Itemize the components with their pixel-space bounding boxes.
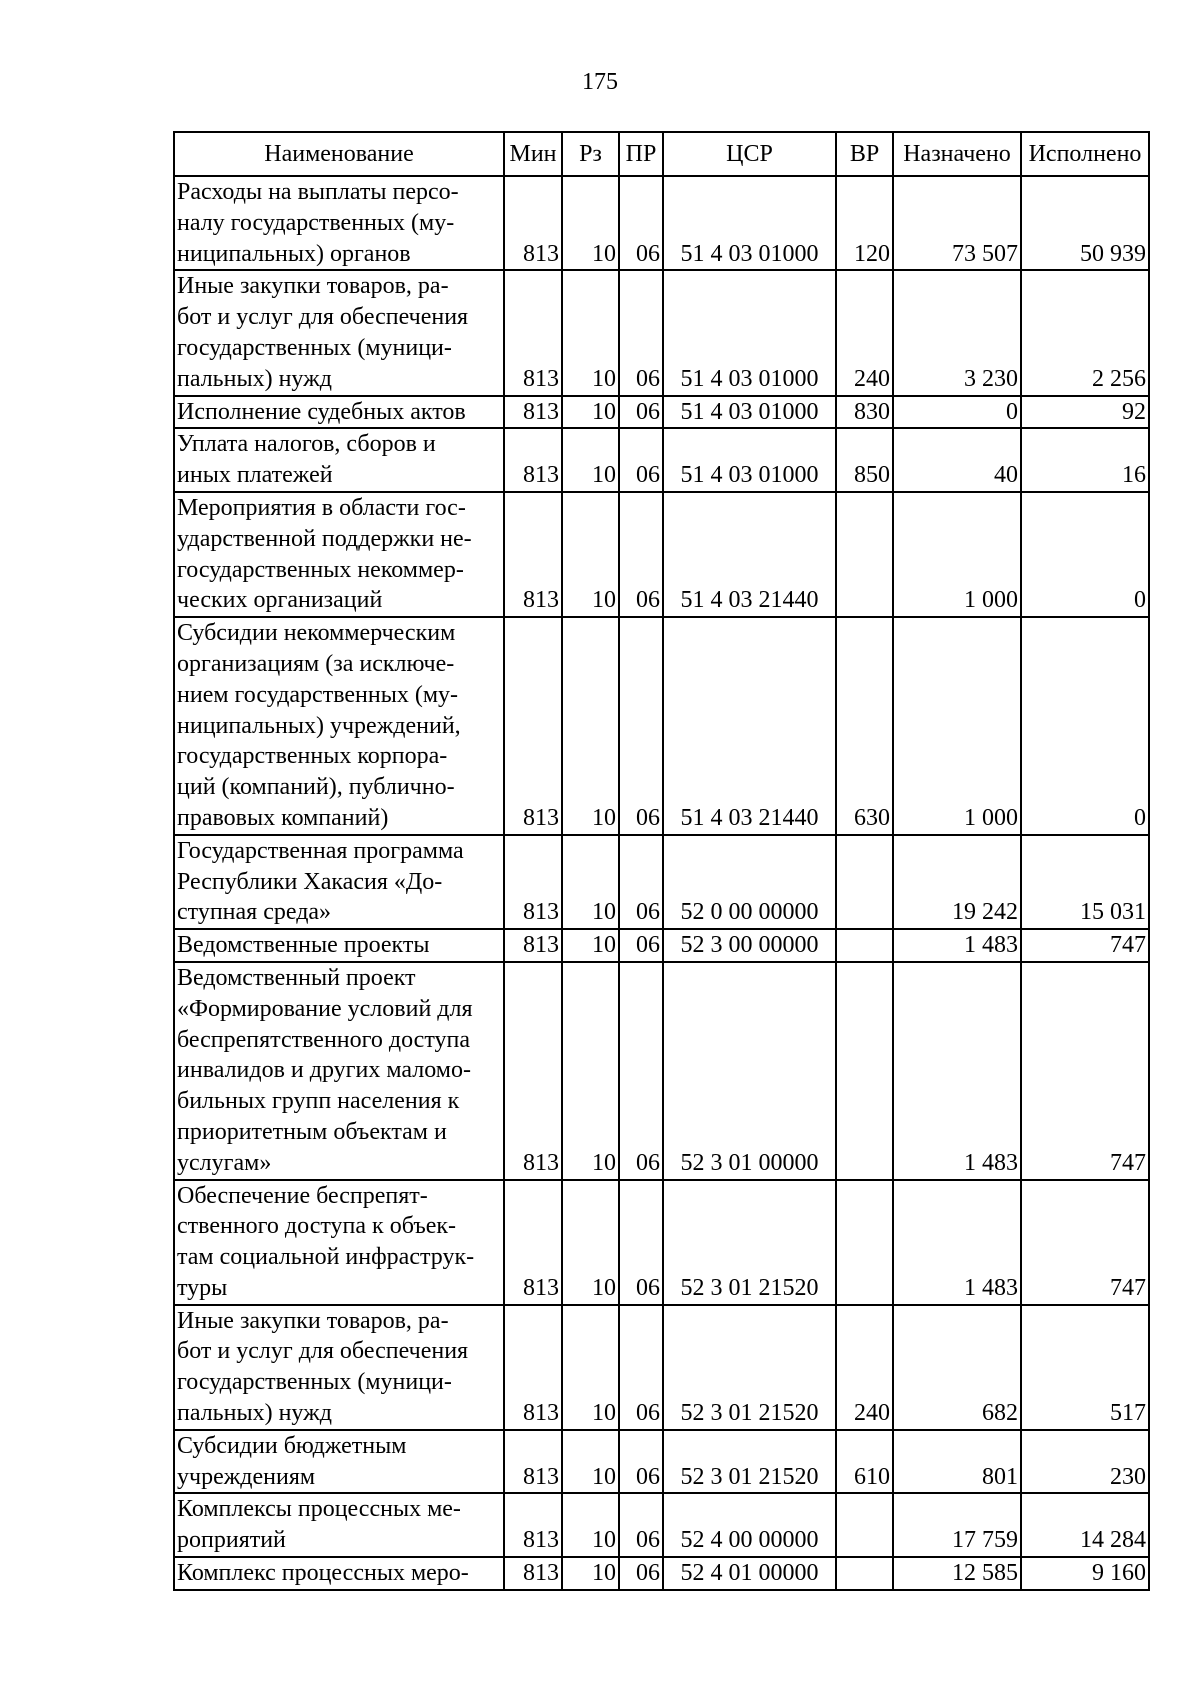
cell-min: 813 [504,1180,562,1305]
cell-executed: 92 [1021,396,1149,429]
cell-assigned: 1 000 [893,617,1021,835]
header-rz: Рз [562,132,619,176]
cell-pr: 06 [619,270,663,395]
cell-assigned: 73 507 [893,176,1021,270]
table-row [174,1430,1149,1494]
cell-executed: 14 284 [1021,1493,1149,1557]
cell-rz: 10 [562,396,619,429]
cell-pr: 06 [619,1430,663,1494]
table-row [174,617,1149,835]
cell-name: Мероприятия в области гос- ударственной поддержки не- государственных некоммер- ческих организаций [174,492,504,617]
cell-pr: 06 [619,1557,663,1590]
table-row [174,428,1149,492]
cell-name: Комплекс процессных меро- [174,1557,504,1590]
cell-csr: 51 4 03 21440 [663,617,836,835]
cell-csr: 52 3 01 21520 [663,1430,836,1494]
cell-rz: 10 [562,835,619,929]
cell-name: Государственная программа Республики Хакасия «До- ступная среда» [174,835,504,929]
cell-csr: 52 3 01 21520 [663,1180,836,1305]
header-min: Мин [504,132,562,176]
cell-rz: 10 [562,176,619,270]
cell-rz: 10 [562,428,619,492]
cell-pr: 06 [619,428,663,492]
cell-csr: 51 4 03 01000 [663,176,836,270]
cell-assigned: 1 000 [893,492,1021,617]
cell-executed: 15 031 [1021,835,1149,929]
cell-vr: 610 [836,1430,893,1494]
cell-vr [836,1557,893,1590]
cell-name: Субсидии бюджетным учреждениям [174,1430,504,1494]
cell-csr: 51 4 03 21440 [663,492,836,617]
cell-rz: 10 [562,492,619,617]
cell-name: Ведомственный проект «Формирование условий для беспрепятственного доступа инвалидов и других маломо- бильных групп населения к приоритетным объектам и услугам» [174,962,504,1180]
cell-csr: 51 4 03 01000 [663,270,836,395]
cell-vr: 630 [836,617,893,835]
cell-min: 813 [504,176,562,270]
cell-csr: 52 3 01 00000 [663,962,836,1180]
cell-executed: 2 256 [1021,270,1149,395]
cell-csr: 51 4 03 01000 [663,428,836,492]
cell-vr [836,1493,893,1557]
cell-name: Комплексы процессных ме- роприятий [174,1493,504,1557]
cell-name: Иные закупки товаров, ра- бот и услуг для обеспечения государственных (муници- пальных) нужд [174,1305,504,1430]
cell-name: Субсидии некоммерческим организациям (за исключе- нием государственных (му- ниципальных) учреждений, государственных корпора- ций (компаний), публично- правовых компаний) [174,617,504,835]
cell-assigned: 0 [893,396,1021,429]
table-row [174,1180,1149,1305]
cell-name: Исполнение судебных актов [174,396,504,429]
table-row [174,1305,1149,1430]
cell-name: Иные закупки товаров, ра- бот и услуг для обеспечения государственных (муници- пальных) нужд [174,270,504,395]
cell-rz: 10 [562,1557,619,1590]
cell-assigned: 19 242 [893,835,1021,929]
cell-executed: 50 939 [1021,176,1149,270]
cell-min: 813 [504,1430,562,1494]
cell-csr: 52 4 00 00000 [663,1493,836,1557]
cell-vr [836,929,893,962]
cell-assigned: 12 585 [893,1557,1021,1590]
cell-vr: 850 [836,428,893,492]
table-row [174,270,1149,395]
cell-min: 813 [504,428,562,492]
cell-name: Уплата налогов, сборов и иных платежей [174,428,504,492]
cell-executed: 9 160 [1021,1557,1149,1590]
cell-csr: 52 0 00 00000 [663,835,836,929]
cell-vr [836,835,893,929]
cell-assigned: 3 230 [893,270,1021,395]
cell-vr [836,962,893,1180]
cell-csr: 52 3 01 21520 [663,1305,836,1430]
cell-pr: 06 [619,617,663,835]
cell-assigned: 1 483 [893,929,1021,962]
cell-vr [836,1180,893,1305]
table-row [174,929,1149,962]
cell-pr: 06 [619,176,663,270]
cell-pr: 06 [619,1305,663,1430]
cell-rz: 10 [562,1180,619,1305]
cell-assigned: 17 759 [893,1493,1021,1557]
cell-pr: 06 [619,492,663,617]
cell-rz: 10 [562,1493,619,1557]
cell-executed: 747 [1021,929,1149,962]
header-assigned: Назначено [893,132,1021,176]
header-executed: Исполнено [1021,132,1149,176]
table-row [174,492,1149,617]
header-vr: ВР [836,132,893,176]
cell-executed: 747 [1021,962,1149,1180]
cell-csr: 51 4 03 01000 [663,396,836,429]
cell-rz: 10 [562,270,619,395]
cell-name: Ведомственные проекты [174,929,504,962]
cell-executed: 16 [1021,428,1149,492]
header-name: Наименование [174,132,504,176]
cell-assigned: 40 [893,428,1021,492]
cell-min: 813 [504,270,562,395]
cell-csr: 52 4 01 00000 [663,1557,836,1590]
header-csr: ЦСР [663,132,836,176]
cell-pr: 06 [619,835,663,929]
cell-min: 813 [504,835,562,929]
cell-assigned: 682 [893,1305,1021,1430]
cell-pr: 06 [619,929,663,962]
cell-min: 813 [504,396,562,429]
header-pr: ПР [619,132,663,176]
cell-executed: 0 [1021,492,1149,617]
table-row [174,396,1149,429]
cell-min: 813 [504,929,562,962]
cell-min: 813 [504,962,562,1180]
cell-min: 813 [504,617,562,835]
table-row [174,962,1149,1180]
cell-executed: 230 [1021,1430,1149,1494]
page-number: 175 [582,69,618,95]
cell-vr: 830 [836,396,893,429]
table-row [174,835,1149,929]
cell-pr: 06 [619,1493,663,1557]
cell-rz: 10 [562,617,619,835]
cell-min: 813 [504,492,562,617]
cell-min: 813 [504,1557,562,1590]
cell-min: 813 [504,1493,562,1557]
table-row [174,176,1149,270]
cell-assigned: 801 [893,1430,1021,1494]
cell-vr [836,492,893,617]
cell-vr: 120 [836,176,893,270]
cell-csr: 52 3 00 00000 [663,929,836,962]
table-row [174,1557,1149,1590]
budget-table [173,131,1150,1591]
table-header-row [174,132,1149,176]
cell-assigned: 1 483 [893,962,1021,1180]
table-row [174,1493,1149,1557]
cell-executed: 517 [1021,1305,1149,1430]
cell-vr: 240 [836,1305,893,1430]
cell-executed: 747 [1021,1180,1149,1305]
cell-rz: 10 [562,929,619,962]
cell-name: Обеспечение беспрепят- ственного доступа к объек- там социальной инфраструк- туры [174,1180,504,1305]
table-body [174,176,1149,1590]
cell-vr: 240 [836,270,893,395]
cell-pr: 06 [619,396,663,429]
cell-assigned: 1 483 [893,1180,1021,1305]
cell-pr: 06 [619,962,663,1180]
cell-rz: 10 [562,1430,619,1494]
cell-name: Расходы на выплаты персо- налу государственных (му- ниципальных) органов [174,176,504,270]
cell-rz: 10 [562,962,619,1180]
cell-rz: 10 [562,1305,619,1430]
cell-min: 813 [504,1305,562,1430]
cell-pr: 06 [619,1180,663,1305]
cell-executed: 0 [1021,617,1149,835]
